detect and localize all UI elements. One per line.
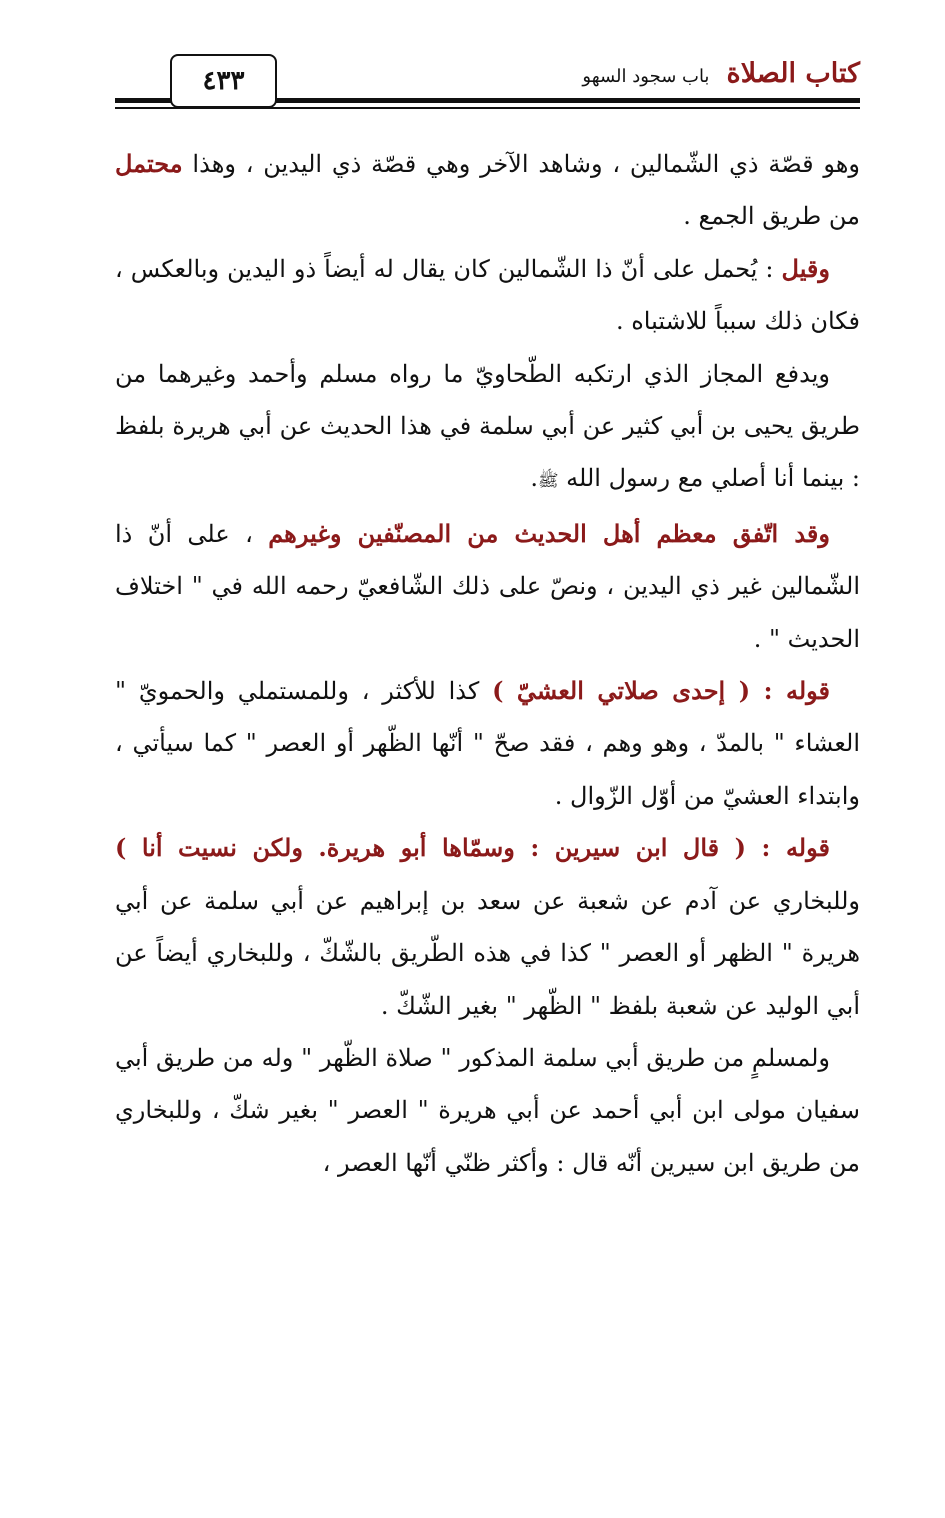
text-run: ولمسلمٍ من طريق أبي سلمة المذكور " صلاة الظّهر " وله من طريق أبي سفيان مولى ابن أبي أحمد عن أبي هريرة " العصر " بغير شكّ ، وللبخاري من طريق ابن سيرين أنّه قال : وأكثر ظنّي أنّها العصر ،	[115, 1043, 860, 1177]
highlighted-phrase: قوله : ( إحدى صلاتي العشيّ )	[492, 676, 830, 706]
paragraph	[115, 138, 860, 243]
running-title	[582, 58, 860, 89]
highlighted-phrase: وقد اتّفق معظم أهل الحديث من المصنّفين وغيرهم	[268, 518, 830, 548]
highlighted-phrase: محتمل	[115, 149, 183, 178]
text-run: ، على أنّ ذا الشّمالين غير ذي اليدين ، ونصّ على ذلك الشّافعيّ رحمه الله في " اختلاف الحديث " .	[115, 519, 860, 653]
paragraph	[115, 348, 860, 508]
page-number: ٤٣٣	[170, 54, 277, 108]
body-text	[115, 138, 860, 1189]
text-run: ويدفع المجاز الذي ارتكبه الطّحاويّ ما رواه مسلم وأحمد وغيرهما من طريق يحيى بن أبي كثير عن أبي سلمة في هذا الحديث عن أبي هريرة بلفظ : بينما أنا أصلي مع رسول الله	[115, 359, 860, 493]
honorific-symbol: ﷺ	[538, 471, 559, 492]
text-run: كذا للأكثر ، وللمستملي والحمويّ " العشاء " بالمدّ ، وهو وهم ، فقد صحّ " أنّها الظّهر أو العصر " كما سيأتي ، وابتداء العشيّ من أوّل الزّوال .	[115, 677, 860, 810]
paragraph	[115, 1032, 860, 1189]
text-run: وللبخاري عن آدم عن شعبة عن سعد بن إبراهيم عن أبي سلمة عن أبي هريرة " الظهر أو العصر " كذا في هذه الطّريق بالشّكّ ، وللبخاري أيضاً عن أبي الوليد عن شعبة بلفظ " الظّهر " بغير الشّكّ .	[115, 886, 860, 1020]
highlighted-phrase: قوله : ( قال ابن سيرين : وسمّاها أبو هريرة. ولكن نسيت أنا )	[115, 833, 830, 863]
paragraph	[115, 243, 860, 348]
chapter-title: باب سجود السهو	[582, 66, 710, 87]
text-run: : يُحمل على أنّ ذا الشّمالين كان يقال له أيضاً ذو اليدين وبالعكس ، فكان ذلك سبباً للاشتباه .	[115, 254, 860, 336]
text-run: من طريق الجمع .	[683, 202, 860, 231]
page-header	[115, 48, 860, 118]
text-run: .	[530, 464, 538, 493]
paragraph	[115, 822, 860, 1032]
paragraph	[115, 665, 860, 822]
highlighted-phrase: وقيل	[781, 253, 830, 283]
paragraph	[115, 508, 860, 665]
text-run: وهو قصّة ذي الشّمالين ، وشاهد الآخر وهي قصّة ذي اليدين ، وهذا	[182, 150, 860, 178]
book-title: كتاب الصلاة	[726, 58, 860, 89]
